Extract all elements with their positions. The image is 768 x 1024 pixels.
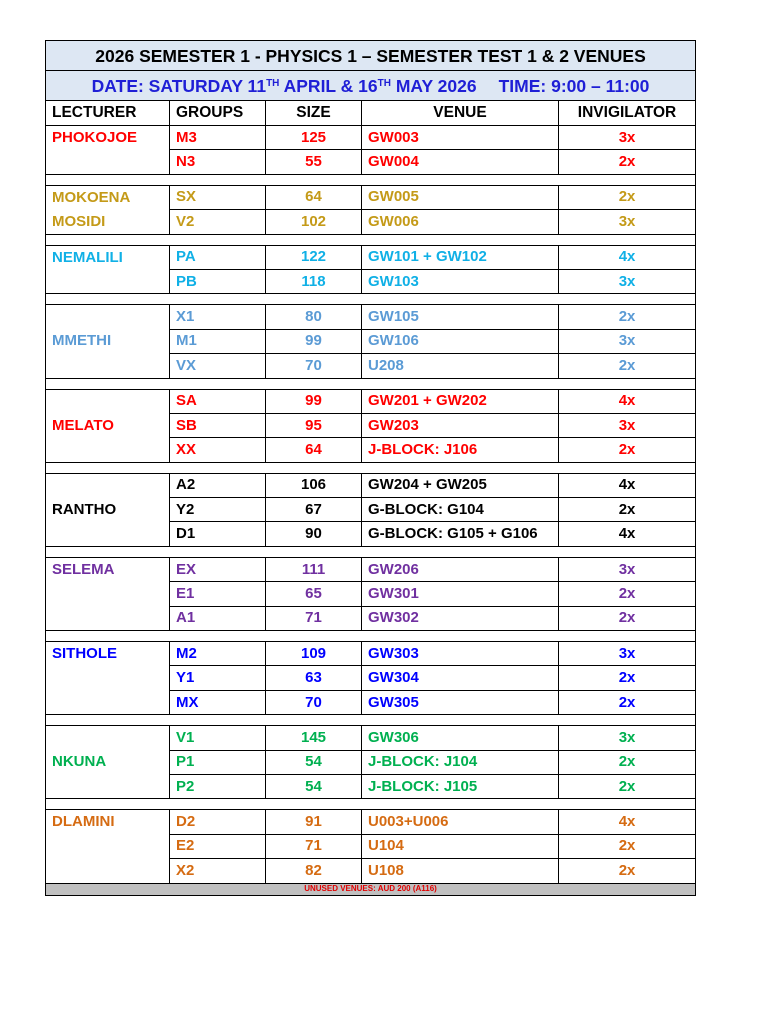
size-cell: 54: [266, 750, 362, 774]
table-row: [46, 354, 696, 378]
invigilator-cell: 2x: [559, 305, 696, 329]
spacer-row: [46, 294, 696, 305]
size-cell: 122: [266, 245, 362, 269]
group-cell: SX: [170, 185, 266, 209]
size-cell: 70: [266, 690, 362, 714]
group-cell: MX: [170, 690, 266, 714]
table-row: [46, 245, 696, 269]
venue-cell: G-BLOCK: G105 + G106: [362, 522, 559, 546]
group-cell: Y1: [170, 666, 266, 690]
group-cell: E2: [170, 834, 266, 858]
group-cell: P1: [170, 750, 266, 774]
lecturer-cell: MOKOENA: [46, 185, 170, 209]
size-cell: 71: [266, 834, 362, 858]
invigilator-cell: 4x: [559, 810, 696, 834]
size-cell: 118: [266, 269, 362, 293]
table-row: [46, 750, 696, 774]
spacer-cell: [46, 294, 696, 305]
size-cell: 67: [266, 498, 362, 522]
table-row: [46, 522, 696, 546]
lecturer-cell: SELEMA: [46, 557, 170, 581]
group-cell: VX: [170, 354, 266, 378]
lecturer-cell: [46, 726, 170, 750]
column-header-size: SIZE: [266, 101, 362, 126]
venue-cell: U003+U006: [362, 810, 559, 834]
size-cell: 54: [266, 774, 362, 798]
invigilator-cell: 3x: [559, 726, 696, 750]
size-cell: 80: [266, 305, 362, 329]
invigilator-cell: 2x: [559, 774, 696, 798]
title-row: [46, 41, 696, 71]
table-row: [46, 150, 696, 174]
column-header-groups: GROUPS: [170, 101, 266, 126]
venue-cell: GW003: [362, 126, 559, 150]
venue-cell: J-BLOCK: J105: [362, 774, 559, 798]
invigilator-cell: 2x: [559, 438, 696, 462]
invigilator-cell: 2x: [559, 859, 696, 883]
venue-cell: J-BLOCK: J106: [362, 438, 559, 462]
venue-cell: GW203: [362, 413, 559, 437]
footer-row: [46, 883, 696, 895]
group-cell: SA: [170, 389, 266, 413]
invigilator-cell: 3x: [559, 329, 696, 353]
table-row: [46, 438, 696, 462]
size-cell: 109: [266, 642, 362, 666]
venue-cell: GW304: [362, 666, 559, 690]
column-header-row: [46, 101, 696, 126]
lecturer-cell: [46, 606, 170, 630]
group-cell: Y2: [170, 498, 266, 522]
lecturer-cell: [46, 774, 170, 798]
size-cell: 125: [266, 126, 362, 150]
table-row: [46, 269, 696, 293]
spacer-row: [46, 631, 696, 642]
spacer-cell: [46, 462, 696, 473]
spacer-row: [46, 174, 696, 185]
table-row: [46, 473, 696, 497]
table-row: [46, 413, 696, 437]
lecturer-cell: [46, 305, 170, 329]
venue-cell: U108: [362, 859, 559, 883]
venue-table: [45, 40, 696, 896]
invigilator-cell: 2x: [559, 498, 696, 522]
column-header-venue: VENUE: [362, 101, 559, 126]
group-cell: SB: [170, 413, 266, 437]
spacer-row: [46, 234, 696, 245]
table-row: [46, 557, 696, 581]
table-row: [46, 606, 696, 630]
lecturer-cell: PHOKOJOE: [46, 126, 170, 150]
spacer-cell: [46, 631, 696, 642]
invigilator-cell: 2x: [559, 834, 696, 858]
table-row: [46, 810, 696, 834]
lecturer-cell: RANTHO: [46, 498, 170, 522]
date-superscript-1: TH: [266, 77, 280, 89]
size-cell: 102: [266, 210, 362, 234]
size-cell: 70: [266, 354, 362, 378]
invigilator-cell: 2x: [559, 666, 696, 690]
group-cell: D2: [170, 810, 266, 834]
venue-cell: GW005: [362, 185, 559, 209]
spacer-cell: [46, 799, 696, 810]
table-row: [46, 642, 696, 666]
lecturer-cell: [46, 859, 170, 883]
lecturer-cell: [46, 473, 170, 497]
spacer-row: [46, 462, 696, 473]
spacer-row: [46, 546, 696, 557]
group-cell: D1: [170, 522, 266, 546]
size-cell: 106: [266, 473, 362, 497]
table-row: [46, 305, 696, 329]
table-row: [46, 582, 696, 606]
spacer-row: [46, 799, 696, 810]
group-cell: M1: [170, 329, 266, 353]
group-cell: A2: [170, 473, 266, 497]
group-cell: V1: [170, 726, 266, 750]
document-title: 2026 SEMESTER 1 - PHYSICS 1 – SEMESTER TEST 1 & 2 VENUES: [46, 41, 696, 71]
invigilator-cell: 3x: [559, 126, 696, 150]
lecturer-cell: MOSIDI: [46, 210, 170, 234]
invigilator-cell: 4x: [559, 245, 696, 269]
table-row: [46, 389, 696, 413]
invigilator-cell: 3x: [559, 269, 696, 293]
group-cell: PA: [170, 245, 266, 269]
lecturer-cell: DLAMINI: [46, 810, 170, 834]
lecturer-cell: [46, 354, 170, 378]
table-row: [46, 859, 696, 883]
group-cell: M3: [170, 126, 266, 150]
table-row: [46, 126, 696, 150]
group-cell: XX: [170, 438, 266, 462]
venue-cell: GW204 + GW205: [362, 473, 559, 497]
lecturer-cell: [46, 522, 170, 546]
date-superscript-2: TH: [377, 77, 391, 89]
venue-cell: GW301: [362, 582, 559, 606]
venue-cell: GW302: [362, 606, 559, 630]
invigilator-cell: 2x: [559, 150, 696, 174]
date-label: DATE: SATURDAY 11: [91, 75, 267, 96]
size-cell: 95: [266, 413, 362, 437]
size-cell: 82: [266, 859, 362, 883]
size-cell: 64: [266, 185, 362, 209]
invigilator-cell: 3x: [559, 210, 696, 234]
venue-cell: G-BLOCK: G104: [362, 498, 559, 522]
table-row: [46, 834, 696, 858]
column-header-lecturer: LECTURER: [46, 101, 170, 126]
invigilator-cell: 3x: [559, 413, 696, 437]
lecturer-cell: [46, 690, 170, 714]
venue-cell: U104: [362, 834, 559, 858]
group-cell: M2: [170, 642, 266, 666]
lecturer-cell: MMETHI: [46, 329, 170, 353]
venue-cell: GW106: [362, 329, 559, 353]
venue-cell: GW303: [362, 642, 559, 666]
table-row: [46, 329, 696, 353]
date-time-line: [46, 71, 696, 101]
venue-cell: GW305: [362, 690, 559, 714]
size-cell: 64: [266, 438, 362, 462]
unused-venues-note: UNUSED VENUES: AUD 200 (A116): [46, 883, 696, 895]
table-row: [46, 690, 696, 714]
spacer-row: [46, 715, 696, 726]
invigilator-cell: 4x: [559, 389, 696, 413]
lecturer-cell: [46, 834, 170, 858]
lecturer-cell: NEMALILI: [46, 245, 170, 269]
size-cell: 145: [266, 726, 362, 750]
venue-cell: GW201 + GW202: [362, 389, 559, 413]
lecturer-cell: [46, 666, 170, 690]
group-cell: X1: [170, 305, 266, 329]
group-cell: P2: [170, 774, 266, 798]
size-cell: 55: [266, 150, 362, 174]
group-cell: A1: [170, 606, 266, 630]
table-row: [46, 185, 696, 209]
size-cell: 91: [266, 810, 362, 834]
group-cell: V2: [170, 210, 266, 234]
invigilator-cell: 2x: [559, 354, 696, 378]
invigilator-cell: 2x: [559, 750, 696, 774]
invigilator-cell: 2x: [559, 582, 696, 606]
time-label: TIME: 9:00 – 11:00: [498, 75, 650, 96]
size-cell: 99: [266, 329, 362, 353]
spacer-cell: [46, 715, 696, 726]
spacer-cell: [46, 546, 696, 557]
invigilator-cell: 2x: [559, 185, 696, 209]
lecturer-cell: SITHOLE: [46, 642, 170, 666]
lecturer-cell: [46, 269, 170, 293]
date-row: [46, 71, 696, 101]
lecturer-cell: [46, 150, 170, 174]
venue-cell: GW101 + GW102: [362, 245, 559, 269]
venue-cell: J-BLOCK: J104: [362, 750, 559, 774]
venue-cell: GW103: [362, 269, 559, 293]
table-row: [46, 726, 696, 750]
invigilator-cell: 2x: [559, 690, 696, 714]
venue-cell: GW105: [362, 305, 559, 329]
invigilator-cell: 2x: [559, 606, 696, 630]
invigilator-cell: 3x: [559, 557, 696, 581]
size-cell: 99: [266, 389, 362, 413]
size-cell: 111: [266, 557, 362, 581]
date-end: MAY 2026: [390, 75, 477, 96]
spacer-cell: [46, 378, 696, 389]
lecturer-cell: [46, 389, 170, 413]
table-row: [46, 498, 696, 522]
group-cell: N3: [170, 150, 266, 174]
table-row: [46, 666, 696, 690]
size-cell: 90: [266, 522, 362, 546]
column-header-invigilator: INVIGILATOR: [559, 101, 696, 126]
invigilator-cell: 4x: [559, 522, 696, 546]
group-cell: PB: [170, 269, 266, 293]
spacer-cell: [46, 174, 696, 185]
lecturer-cell: MELATO: [46, 413, 170, 437]
table-row: [46, 210, 696, 234]
size-cell: 71: [266, 606, 362, 630]
venue-cell: U208: [362, 354, 559, 378]
group-cell: E1: [170, 582, 266, 606]
size-cell: 63: [266, 666, 362, 690]
venue-cell: GW206: [362, 557, 559, 581]
venue-cell: GW306: [362, 726, 559, 750]
date-middle: APRIL & 16: [279, 75, 378, 96]
size-cell: 65: [266, 582, 362, 606]
lecturer-cell: [46, 582, 170, 606]
invigilator-cell: 4x: [559, 473, 696, 497]
table-row: [46, 774, 696, 798]
spacer-row: [46, 378, 696, 389]
lecturer-cell: NKUNA: [46, 750, 170, 774]
venue-cell: GW006: [362, 210, 559, 234]
invigilator-cell: 3x: [559, 642, 696, 666]
venue-cell: GW004: [362, 150, 559, 174]
lecturer-cell: [46, 438, 170, 462]
group-cell: X2: [170, 859, 266, 883]
group-cell: EX: [170, 557, 266, 581]
spacer-cell: [46, 234, 696, 245]
